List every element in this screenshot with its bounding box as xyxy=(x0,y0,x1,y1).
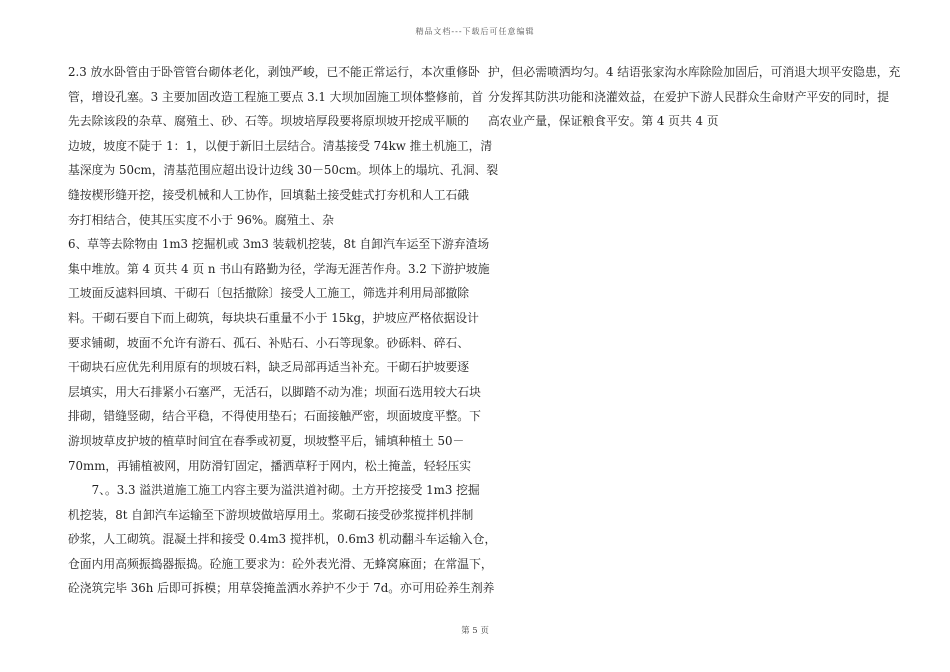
text-line: 边坡，坡度不陡于 1：1，以便于新旧土层结合。清基接受 74kw 推土机施工，清 xyxy=(68,138,493,153)
text-line: 2.3 放水卧管由于卧管管台砌体老化，剥蚀严峻，已不能正常运行，本次重修卧 xyxy=(68,65,480,79)
text-line: 层填实，用大石排紧小石塞严，无活石，以脚踏不动为准；坝面石选用较大石块 xyxy=(68,384,481,399)
page-number: 第 5 页 xyxy=(461,626,489,636)
page-header: 精品文档---下载后可任意编辑 xyxy=(415,27,535,36)
text-line: 高农业产量，保证粮食平安。第 4 页共 4 页 xyxy=(488,114,719,129)
text-line: 砼浇筑完毕 36h 后即可拆模；用草袋掩盖洒水养护不少于 7d。亦可用砼养生剂养 xyxy=(68,581,495,596)
text-line: 料。干砌石要自下而上砌筑，每块块石重量不小于 15kg，护坡应严格依据设计 xyxy=(68,310,479,325)
text-line: 集中堆放。第 4 页共 4 页 n 书山有路勤为径，学海无涯苦作舟。3.2 下游护坡施 xyxy=(68,261,490,276)
text-line: 护，但必需喷洒均匀。4 结语张家沟水库除险加固后，可消退大坝平安隐患，充 xyxy=(488,65,901,79)
text-line: 要求铺砌，坡面不允许有游石、孤石、补贴石、小石等现象。砂砾料、碎石、 xyxy=(68,335,470,350)
text-line: 机挖装，8t 自卸汽车运输至下游坝坡做培厚用土。浆砌石接受砂浆搅拌机拌制 xyxy=(68,507,474,522)
text-line: 砂浆，人工砌筑。混凝土拌和接受 0.4m3 搅拌机，0.6m3 机动翻斗车运输入仓， xyxy=(68,532,497,547)
text-line: 排砌，错缝竖砌，结合平稳，不得使用垫石；石面接触严密，坝面坡度平整。下 xyxy=(68,409,481,424)
left-column xyxy=(68,60,499,601)
text-line: 分发挥其防洪功能和浇灌效益，在爱护下游人民群众生命财产平安的同时，提 xyxy=(488,89,890,104)
text-line: 仓面内用高频振捣器振捣。砼施工要求为：砼外表光滑、无蜂窝麻面；在常温下， xyxy=(68,556,493,571)
paragraph-1 xyxy=(68,60,499,232)
text-line: 夯打相结合，使其压实度不小于 96%。腐殖土、杂 xyxy=(68,212,334,227)
text-line: 70mm，再铺植被网，用防滑钉固定，播洒草籽于网内，松土掩盖，轻轻压实 xyxy=(68,458,472,473)
paragraph-2 xyxy=(68,232,490,478)
text-line: 工坡面反滤料回填、干砌石〔包括撤除〕接受人工施工，筛选并利用局部撤除 xyxy=(68,286,470,301)
paragraph-3 xyxy=(68,478,497,601)
text-line: 6、草等去除物由 1m3 挖掘机或 3m3 装载机挖装，8t 自卸汽车运至下游弃渣场 xyxy=(68,237,490,252)
text-line: 游坝坡草皮护坡的植草时间宜在春季或初夏，坝坡整平后，铺填种植土 50－ xyxy=(68,433,465,448)
text-line: 缝按楔形缝开挖，接受机械和人工协作，回填黏土接受蛙式打夯机和人工石硪 xyxy=(68,187,470,202)
text-line: 干砌块石应优先利用原有的坝坡石料，缺乏局部再适当补充。干砌石护坡要逐 xyxy=(68,360,470,375)
text-line: 先去除该段的杂草、腐殖土、砂、石等。坝坡培厚段要将原坝坡开挖成平顺的 xyxy=(68,114,470,129)
text-line: 基深度为 50cm，清基范围应超出设计边线 30－50cm。坝体上的塌坑、孔洞、裂 xyxy=(68,163,499,178)
right-column xyxy=(488,60,901,134)
text-line: 管，增设孔塞。3 主要加固改造工程施工要点 3.1 大坝加固施工坝体整修前，首 xyxy=(68,89,484,104)
text-line: 7、。3.3 溢洪道施工施工内容主要为溢洪道衬砌。土方开挖接受 1m3 挖掘 xyxy=(68,483,480,498)
